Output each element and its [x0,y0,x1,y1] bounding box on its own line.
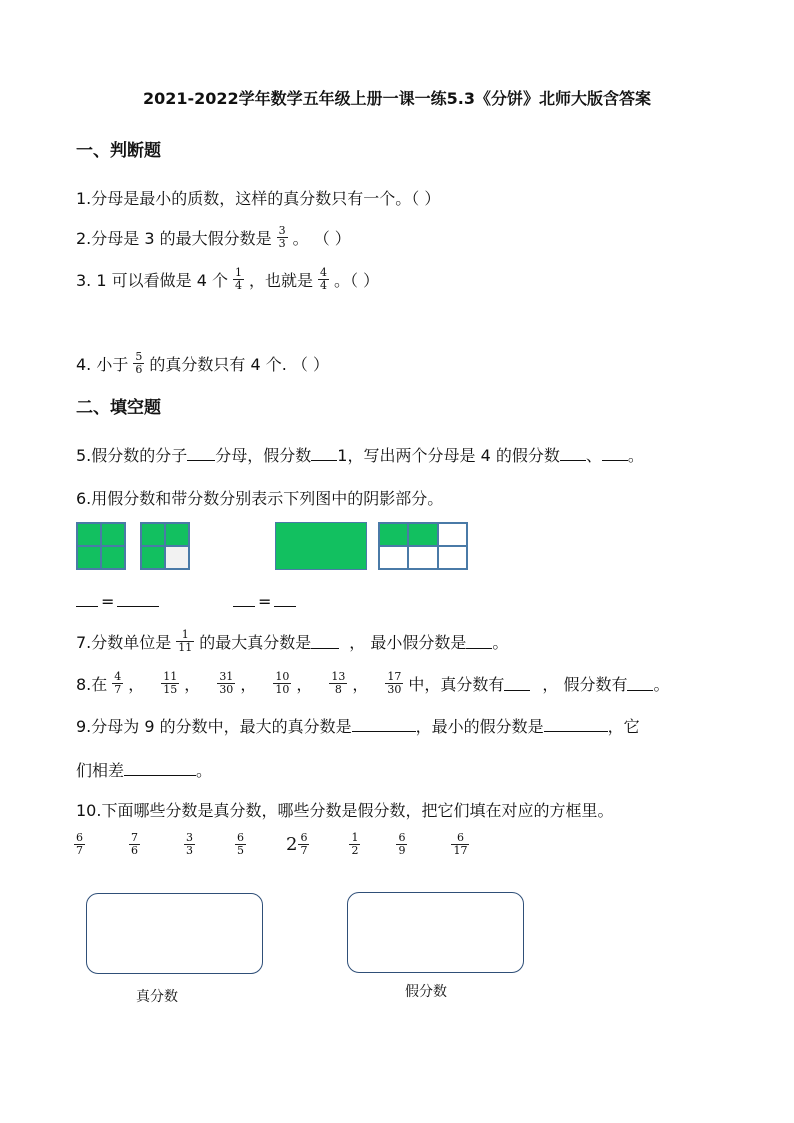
answer-blank[interactable] [76,592,98,607]
fraction-list [74,832,469,857]
proper-fraction-box[interactable] [86,893,263,974]
fraction: $\frac{10}{10}$ [275,669,290,696]
improper-fraction-box[interactable] [347,892,524,973]
fraction: $\frac{6}{7}$ [300,831,308,857]
fraction: $\frac{1}{2}$ [351,831,359,857]
proper-fraction-label: 真分数 [136,989,178,1005]
shaded-grid-partial [140,522,190,570]
question-3: 3. 1 可以看做是 4 个 $\frac{1}{4}$ ，也就是 $\frac{4}{4}$ 。（ ） [76,265,380,292]
fraction: $\frac{17}{30}$ [387,669,402,696]
fraction: $\frac{6}{9}$ [398,831,406,857]
answer-equation-1: = [76,592,159,611]
fraction: $\frac{3}{3}$ [186,831,193,857]
answer-blank[interactable] [233,592,255,607]
answer-equation-2: = [233,592,296,611]
answer-blank[interactable] [311,446,337,461]
answer-blank[interactable] [504,676,530,691]
fraction: $\frac{6}{7}$ [76,831,83,857]
question-7: 7.分数单位是 $\frac{1}{11}$ 的最大真分数是 ， 最小假分数是 。 [76,627,509,654]
question-6: 6.用假分数和带分数分别表示下列图中的阴影部分。 [76,489,444,508]
fraction: $\frac{5}{6}$ [135,349,143,376]
section-heading-fill-in: 二、填空题 [76,398,161,418]
answer-blank[interactable] [352,717,416,732]
fraction: $\frac{1}{11}$ [178,627,193,654]
answer-blank[interactable] [627,676,653,691]
page-title: 2021-2022学年数学五年级上册一课一练5.3《分饼》北师大版含答案 [142,89,652,108]
improper-fraction-label: 假分数 [405,984,447,1000]
shaded-grid-thirds [378,522,468,570]
fraction: $\frac{6}{5}$ [237,831,244,857]
question-9-line-2: 们相差 。 [76,761,213,780]
fraction: $\frac{31}{30}$ [219,669,234,696]
mixed-fraction: 2 $\frac{6}{7}$ [286,831,308,857]
fraction: $\frac{7}{6}$ [131,831,138,857]
question-10: 10.下面哪些分数是真分数，哪些分数是假分数，把它们填在对应的方框里。 [76,801,614,820]
answer-blank[interactable] [602,446,628,461]
fraction: $\frac{4}{7}$ [114,669,122,696]
fraction: $\frac{11}{15}$ [163,669,178,696]
shaded-rectangle-full [275,522,367,570]
fraction: $\frac{6}{17}$ [453,831,468,857]
fraction: $\frac{4}{4}$ [320,265,327,292]
answer-blank[interactable] [124,761,196,776]
answer-blank[interactable] [544,717,608,732]
answer-blank[interactable] [187,446,215,461]
shaded-grid-full [76,522,126,570]
question-9-line-1: 9.分母为 9 的分数中，最大的真分数是 ，最小的假分数是 ，它 [76,717,640,736]
answer-blank[interactable] [466,634,492,649]
answer-blank[interactable] [560,446,586,461]
fraction: $\frac{3}{3}$ [278,223,286,250]
question-1: 1.分母是最小的质数，这样的真分数只有一个。（ ） [76,189,441,208]
answer-blank[interactable] [311,634,339,649]
question-2: 2.分母是 3 的最大假分数是 $\frac{3}{3}$ 。 （ ） [76,223,351,250]
fraction: $\frac{13}{8}$ [331,669,346,696]
question-5: 5.假分数的分子 分母，假分数 1，写出两个分母是 4 的假分数 、 。 [76,446,644,465]
fraction: $\frac{1}{4}$ [234,265,242,292]
question-4: 4. 小于 $\frac{5}{6}$ 的真分数只有 4 个. （ ） [76,349,329,376]
answer-blank[interactable] [117,592,159,607]
answer-blank[interactable] [274,592,296,607]
section-heading-judgment: 一、判断题 [76,141,161,161]
question-8: 8.在 $\frac{4}{7}$ ， $\frac{11}{15}$ ， $\frac{31}{30}$ ， $\frac{10}{10}$ ， $\frac{13}{8}$ ， $\frac{17}{30}$ 中，真分数有 ， 假分数有 。 [76,669,670,696]
